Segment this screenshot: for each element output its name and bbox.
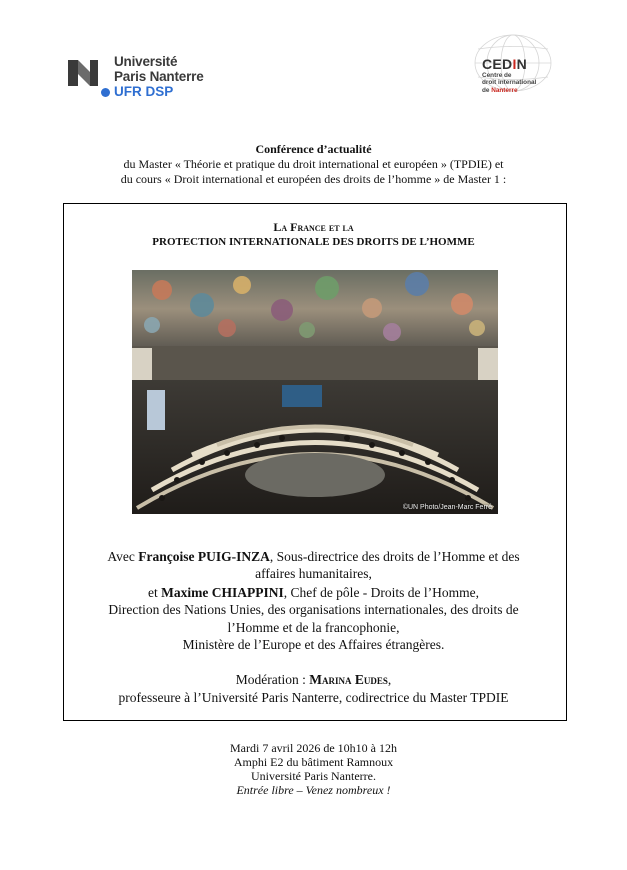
cedin-subtitle bbox=[482, 72, 552, 94]
event-place: Amphi E2 du bâtiment Ramnoux bbox=[233, 755, 394, 769]
cedin-sub-line-3-a: de bbox=[482, 86, 492, 94]
photo-credit: ©UN Photo/Jean-Marc Ferré bbox=[402, 504, 492, 511]
logo-line-ufr-dsp: UFR DSP bbox=[114, 84, 174, 99]
blue-dot-icon bbox=[101, 88, 110, 97]
cedin-logo bbox=[470, 32, 555, 102]
event-university: Université Paris Nanterre. bbox=[251, 769, 376, 783]
cedin-brand bbox=[482, 56, 527, 72]
speaker-2-prefix: et bbox=[147, 585, 162, 600]
speaker-1-line-1 bbox=[0, 549, 627, 565]
event-date: Mardi 7 avril 2026 de 10h10 à 12h bbox=[230, 741, 397, 755]
speaker-1-prefix: Avec bbox=[107, 549, 139, 564]
speaker-2-line-1 bbox=[0, 585, 627, 601]
cedin-sub-line-1: Centre de bbox=[482, 72, 512, 79]
moderation-line-1 bbox=[0, 672, 627, 688]
speaker-2-role: , Chef de pôle - Droits de l’Homme, bbox=[283, 585, 480, 600]
universite-paris-nanterre-logo bbox=[68, 52, 218, 102]
event-entry: Entrée libre – Venez nombreux ! bbox=[236, 783, 391, 797]
speaker-2-line-2: Direction des Nations Unies, des organisations internationales, des droits de bbox=[108, 602, 519, 617]
speaker-2-name: Maxime CHIAPPINI bbox=[161, 585, 284, 600]
human-rights-council-photo bbox=[132, 270, 498, 514]
logo-line-paris-nanterre: Paris Nanterre bbox=[114, 69, 204, 84]
speaker-1-line-2: affaires humanitaires, bbox=[255, 566, 372, 581]
moderation-line-2: professeure à l’Université Paris Nanterre, codirectrice du Master TPDIE bbox=[118, 690, 509, 705]
brand-part-a: CED bbox=[482, 56, 513, 72]
cedin-sub-line-3-b: Nanterre bbox=[491, 86, 518, 94]
intro-line-1: du Master « Théorie et pratique du droit international et européen » (TPDIE) et bbox=[123, 157, 504, 171]
speaker-1-role: , Sous-directrice des droits de l’Homme et des bbox=[269, 549, 520, 564]
speaker-1-name: Françoise PUIG-INZA bbox=[138, 549, 270, 564]
cedin-sub-line-2: droit international bbox=[482, 79, 537, 87]
intro-line-2: du cours « Droit international et européen des droits de l’homme » de Master 1 : bbox=[120, 172, 507, 186]
cedin-sub-line-3 bbox=[482, 87, 552, 94]
brand-part-b: I bbox=[512, 56, 517, 72]
brand-part-c: N bbox=[516, 56, 528, 72]
moderator-name: Marina Eudes bbox=[309, 672, 388, 687]
assembly-hall-illustration bbox=[132, 270, 498, 514]
nanterre-n-logo-icon bbox=[68, 58, 98, 88]
logo-line-universite: Université bbox=[114, 54, 178, 69]
conference-title: Conférence d’actualité bbox=[255, 142, 372, 156]
speaker-2-line-4: Ministère de l’Europe et des Affaires étrangères. bbox=[182, 637, 445, 652]
moderation-prefix: Modération : bbox=[235, 672, 310, 687]
event-title-line-1: La France et la bbox=[273, 220, 354, 234]
moderation-comma: , bbox=[387, 672, 392, 687]
speaker-2-line-3: l’Homme et de la francophonie, bbox=[227, 620, 400, 635]
event-title-line-2: PROTECTION INTERNATIONALE DES DROITS DE L’HOMME bbox=[152, 236, 475, 248]
